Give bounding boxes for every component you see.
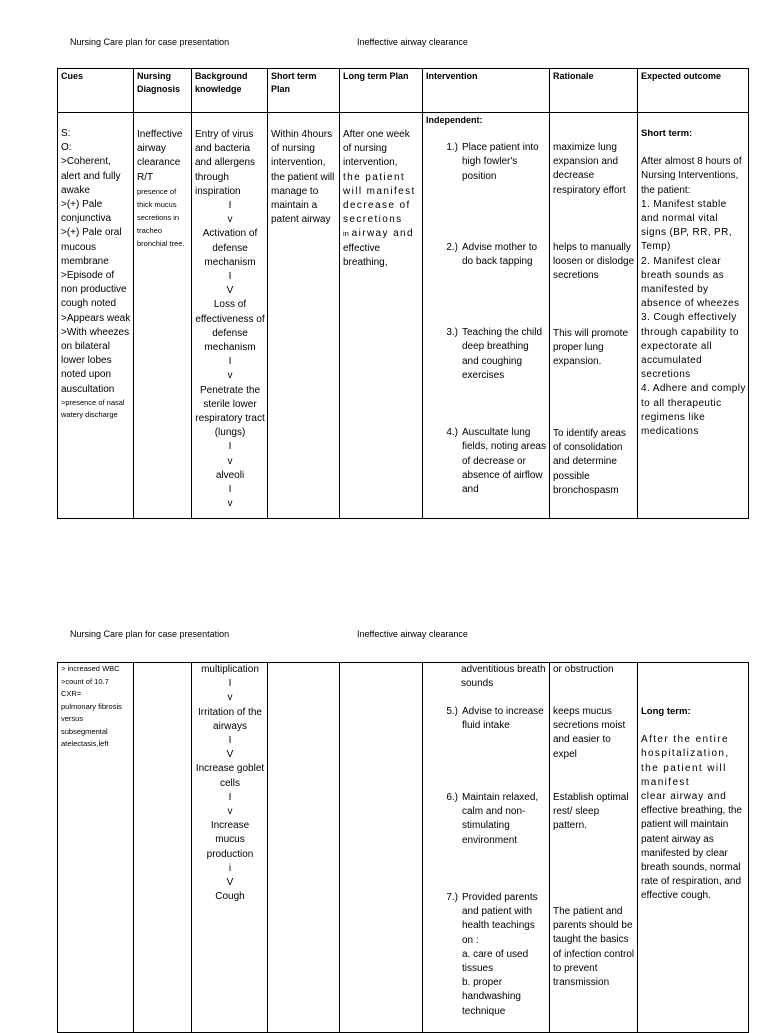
- rationale-item: This will promote proper lung expansion.: [553, 328, 629, 368]
- expected-outcome-cell: [638, 663, 749, 1033]
- flow-step: I: [228, 356, 232, 368]
- flow-step: v: [227, 370, 233, 382]
- cues-subjective: S:: [61, 128, 71, 139]
- flow-step: Increase mucus production: [206, 820, 254, 860]
- rationale-cell: [550, 663, 638, 1033]
- intervention-number: 3.): [446, 327, 458, 339]
- flow-step: V: [226, 877, 234, 889]
- cues-continued: > increased WBC >count of 10.7 CXR= pulmonary fibrosis versus subsegmental atelectasis,left: [61, 664, 122, 748]
- cue-item: >(+) Pale conjunctiva: [61, 199, 112, 225]
- intervention-item: [426, 705, 547, 791]
- flow-step: I: [228, 678, 232, 690]
- intervention-item: [426, 241, 547, 326]
- cue-item: >Appears weak: [61, 312, 131, 324]
- long-term-plan-cell: [340, 663, 423, 1033]
- expected-item: 1. Manifest stable and normal vital signs (BP, RR, PR, Temp): [641, 198, 732, 253]
- expected-item: 2. Manifest clear breath sounds as manifested by absence of wheezes: [641, 255, 740, 310]
- intervention-number: 2.): [446, 242, 458, 254]
- flow-step: i: [228, 862, 232, 874]
- cue-item: >Episode of non productive cough noted: [61, 270, 127, 310]
- flow-step: Penetrate the sterile lower respiratory tract (lungs): [195, 384, 265, 439]
- short-term-plan-cell: [268, 113, 340, 519]
- table-header-row: [58, 69, 749, 113]
- cue-item: >(+) Pale oral mucous membrane: [61, 227, 122, 267]
- short-term-plan-text: Within 4hours of nursing intervention, the patient will manage to maintain a patent airway: [271, 129, 335, 226]
- background-intro: Entry of virus and bacteria and allergens through inspiration: [195, 129, 256, 197]
- rationale-item: maximize lung expansion and decrease respiratory effort: [553, 142, 626, 196]
- intervention-number: 1.): [446, 142, 458, 154]
- page2-header-title: Nursing Care plan for case presentation: [70, 629, 230, 639]
- diagnosis-small-text: presence of thick mucus secretions in tracheo bronchial tree.: [137, 186, 185, 248]
- page1-header-diagnosis: Ineffective airway clearance: [357, 37, 468, 47]
- intervention-text: Auscultate lung fields, noting areas of decrease or absence of airflow and: [462, 427, 546, 496]
- short-term-plan-cell: [268, 663, 340, 1033]
- intervention-item: [426, 891, 547, 1019]
- flow-step: v: [227, 692, 233, 704]
- long-term-plan-spaced: airway and: [351, 228, 414, 240]
- intervention-item: [426, 326, 547, 426]
- intervention-text: Maintain relaxed, calm and non-stimulating environment: [462, 792, 539, 846]
- table-row: [58, 113, 749, 519]
- intervention-number: 6.): [446, 792, 458, 803]
- intervention-cell: [423, 663, 550, 1033]
- rationale-item: helps to manually loosen or dislodge secretions: [553, 242, 635, 282]
- rationale-item: Establish optimal rest/ sleep pattern.: [553, 792, 629, 832]
- intervention-cell: [423, 113, 550, 519]
- expected-long-text: After the entire hospitalization, the patient will manifest: [641, 734, 730, 788]
- rationale-item: To identify areas of consolidation and determine possible bronchospasm: [553, 428, 626, 496]
- col-header-rationale: Rationale: [550, 69, 638, 113]
- flow-step: I: [228, 271, 232, 283]
- short-term-heading: Short term:: [641, 128, 693, 139]
- flow-step: I: [228, 735, 232, 747]
- flow-step: v: [227, 806, 233, 818]
- background-cell: [192, 663, 268, 1033]
- intervention-text: Place patient into high fowler's position: [462, 142, 539, 182]
- intervention-text: Provided parents and patient with health teachings on : a. care of used tissues b. proper handwashing technique: [462, 892, 538, 1017]
- long-term-plan-small: in: [343, 229, 349, 239]
- intervention-item: [426, 426, 547, 497]
- cue-item: >presence of nasal watery discharge: [61, 397, 125, 419]
- flow-step: Increase goblet cells: [195, 763, 265, 789]
- flow-step: Activation of defense mechanism: [202, 228, 258, 268]
- care-plan-table-page1: [57, 68, 749, 519]
- diagnosis-cell: [134, 663, 192, 1033]
- cues-objective: O:: [61, 142, 72, 154]
- flow-step: I: [228, 200, 232, 212]
- col-header-cues: Cues: [58, 69, 134, 113]
- col-header-background: Background knowledge: [192, 69, 268, 113]
- col-header-short-term: Short term Plan: [268, 69, 340, 113]
- care-plan-table-page2: [57, 662, 749, 1033]
- intervention-text: Advise to increase fluid intake: [462, 706, 544, 732]
- page2-header-diagnosis: Ineffective airway clearance: [357, 629, 468, 639]
- long-term-plan-cell: [340, 113, 423, 519]
- expected-item: 4. Adhere and comply to all therapeutic regimens like medications: [641, 383, 746, 438]
- intervention-continued: adventitious breath sounds: [461, 664, 546, 690]
- expected-outcome-cell: [638, 113, 749, 519]
- col-header-long-term: Long term Plan: [340, 69, 423, 113]
- col-header-diagnosis: Nursing Diagnosis: [134, 69, 192, 113]
- long-term-plan-text: the patient will manifest decrease of secretions: [343, 171, 416, 226]
- cue-item: >Coherent, alert and fully awake: [61, 156, 121, 196]
- flow-step: V: [226, 285, 234, 297]
- flow-step: Loss of effectiveness of defense mechanism: [195, 299, 265, 354]
- expected-long-text: clear airway and: [641, 791, 727, 803]
- flow-step: Cough: [215, 891, 245, 903]
- background-cell: [192, 113, 268, 519]
- cues-cell: [58, 663, 134, 1033]
- flow-step: I: [228, 791, 232, 803]
- intervention-item: [426, 141, 547, 241]
- flow-step: Irritation of the airways: [198, 706, 262, 732]
- diagnosis-cell: [134, 113, 192, 519]
- expected-item: 3. Cough effectively through capability to expectorate all accumulated secretions: [641, 312, 739, 381]
- flow-step: I: [228, 484, 232, 496]
- page1-header-title: Nursing Care plan for case presentation: [70, 37, 230, 47]
- rationale-item: keeps mucus secretions moist and easier to expel: [553, 706, 626, 760]
- intervention-number: 4.): [446, 427, 458, 439]
- expected-long-text: effective breathing, the patient will maintain patent airway as manifested by clear breath sounds, normal rate of respiration, and effective cough.: [641, 805, 742, 902]
- independent-heading: Independent:: [426, 115, 483, 125]
- intervention-number: 5.): [446, 706, 458, 717]
- intervention-number: 7.): [446, 892, 458, 903]
- rationale-cell: [550, 113, 638, 519]
- intervention-text: Advise mother to do back tapping: [462, 242, 538, 268]
- rationale-item: The patient and parents should be taught the basics of infection control to prevent transmission: [553, 906, 635, 989]
- flow-step: v: [227, 214, 233, 226]
- long-term-plan-text: [343, 227, 420, 241]
- intervention-item: [426, 791, 547, 891]
- diagnosis-text: Ineffective airway clearance R/T: [137, 129, 183, 183]
- flow-step: v: [227, 498, 233, 510]
- col-header-expected: Expected outcome: [638, 69, 749, 113]
- flow-step: I: [228, 441, 232, 453]
- flow-step: V: [226, 749, 234, 761]
- long-term-plan-text: effective breathing,: [343, 242, 388, 268]
- cues-cell: [58, 113, 134, 519]
- col-header-intervention: Intervention: [423, 69, 550, 113]
- table-row: [58, 663, 749, 1033]
- cue-item: >With wheezes on bilateral lower lobes noted upon auscultation: [61, 326, 130, 395]
- rationale-continued: or obstruction: [553, 664, 614, 675]
- intervention-text: Teaching the child deep breathing and coughing exercises: [462, 327, 543, 381]
- flow-step: alveoli: [215, 469, 245, 481]
- long-term-heading: Long term:: [641, 706, 691, 717]
- flow-step: v: [227, 455, 233, 467]
- flow-step: multiplication: [201, 664, 259, 675]
- long-term-plan-text: After one week of nursing intervention,: [343, 129, 410, 169]
- expected-intro: After almost 8 hours of Nursing Interventions, the patient:: [641, 156, 742, 196]
